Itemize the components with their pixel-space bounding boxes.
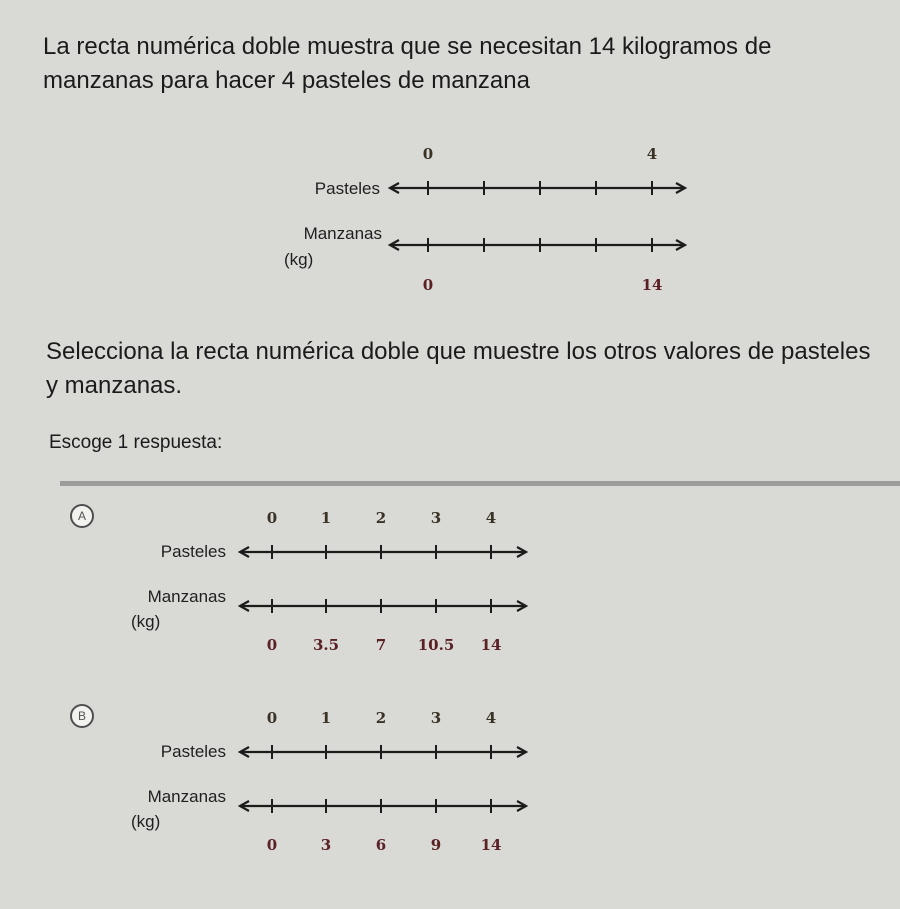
option-a-top-tick-label-1: 1 bbox=[320, 509, 332, 527]
option-a-bottom-tick-label-1: 3.5 bbox=[312, 636, 340, 654]
radio-button-b[interactable]: B bbox=[70, 704, 94, 728]
bottom-line-label-line1: Manzanas bbox=[147, 787, 226, 806]
option-a-top-number-line bbox=[240, 545, 526, 559]
option-a-top-tick-label-2: 2 bbox=[375, 509, 387, 527]
radio-button-a[interactable]: A bbox=[70, 504, 94, 528]
choose-answer-label: Escoge 1 respuesta: bbox=[49, 432, 223, 453]
option-a-top-tick-labels bbox=[267, 509, 496, 527]
example-top-tick-labels bbox=[423, 145, 657, 163]
top-line-label: Pasteles bbox=[160, 542, 226, 561]
example-bottom-tick-label-4: 14 bbox=[641, 276, 663, 294]
option-a-bottom-number-line bbox=[240, 599, 526, 613]
option-b-bottom-tick-label-2: 6 bbox=[375, 836, 387, 854]
option-a-bottom-tick-label-2: 7 bbox=[375, 636, 387, 654]
option-b-top-tick-label-4: 4 bbox=[485, 709, 497, 727]
problem-statement: La recta numérica doble muestra que se necesitan 14 kilogramos de manzanas para hacer 4 pasteles de manzana bbox=[43, 33, 772, 94]
divider bbox=[60, 481, 900, 486]
option-a-bottom-tick-label-0: 0 bbox=[266, 636, 278, 654]
option-b-double-number-line bbox=[0, 690, 900, 880]
option-b-top-number-line bbox=[240, 745, 526, 759]
example-top-tick-label-0: 0 bbox=[422, 145, 434, 163]
option-a-bottom-tick-labels bbox=[267, 636, 502, 654]
example-bottom-number-line bbox=[390, 238, 685, 252]
option-b-bottom-tick-label-4: 14 bbox=[480, 836, 502, 854]
answer-option-b[interactable] bbox=[0, 690, 900, 880]
option-b-bottom-number-line bbox=[240, 799, 526, 813]
option-b-top-tick-label-0: 0 bbox=[266, 709, 278, 727]
option-b-bottom-tick-label-0: 0 bbox=[266, 836, 278, 854]
bottom-line-label-line2: (kg) bbox=[284, 250, 314, 269]
example-top-number-line bbox=[390, 181, 685, 195]
top-line-label: Pasteles bbox=[160, 742, 226, 761]
example-bottom-tick-labels bbox=[423, 276, 663, 294]
option-b-top-tick-labels bbox=[267, 709, 496, 727]
option-a-top-tick-label-0: 0 bbox=[266, 509, 278, 527]
option-a-double-number-line bbox=[0, 490, 900, 680]
top-line-label: Pasteles bbox=[314, 179, 380, 198]
example-bottom-tick-label-0: 0 bbox=[422, 276, 434, 294]
option-a-bottom-tick-label-3: 10.5 bbox=[417, 636, 455, 654]
example-top-tick-label-4: 4 bbox=[646, 145, 658, 163]
question-text: Selecciona la recta numérica doble que muestre los otros valores de pasteles y manzanas. bbox=[46, 338, 871, 399]
bottom-line-label-line2: (kg) bbox=[131, 612, 161, 631]
option-a-top-tick-label-4: 4 bbox=[485, 509, 497, 527]
bottom-line-label-line2: (kg) bbox=[131, 812, 161, 831]
bottom-line-label-line1: Manzanas bbox=[147, 587, 226, 606]
option-b-bottom-tick-labels bbox=[267, 836, 502, 854]
option-b-top-tick-label-2: 2 bbox=[375, 709, 387, 727]
option-a-top-tick-label-3: 3 bbox=[430, 509, 442, 527]
option-b-bottom-tick-label-3: 9 bbox=[430, 836, 442, 854]
option-b-top-tick-label-1: 1 bbox=[320, 709, 332, 727]
option-b-bottom-tick-label-1: 3 bbox=[320, 836, 332, 854]
option-a-bottom-tick-label-4: 14 bbox=[480, 636, 502, 654]
example-double-number-line bbox=[0, 0, 900, 320]
bottom-line-label-line1: Manzanas bbox=[303, 224, 382, 243]
answer-option-a[interactable] bbox=[0, 490, 900, 680]
option-b-top-tick-label-3: 3 bbox=[430, 709, 442, 727]
